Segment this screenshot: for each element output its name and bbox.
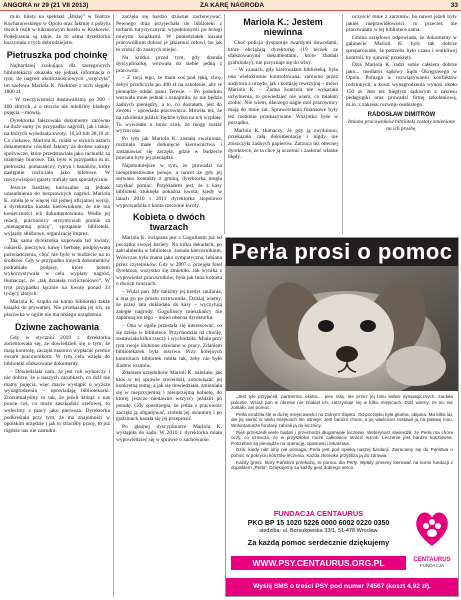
charity-advertisement (225, 237, 459, 597)
column-1 (4, 14, 110, 599)
column-divider (113, 14, 114, 597)
paragraph: Gmina urzędowo odpowiada, że dokumenty w gabinecie Marioli K. były tak dobrze spreparowane, że potrzeba było czasu i wnikliwej kontroli, by ujawnić przekręty. (346, 34, 457, 61)
foundation-address: siedziba: ul. Borsukowska 33/1, 51-478 Wrocław (259, 528, 378, 534)
paragraph: zaczęła się bardzo dziwnie zachowywać. Pewnego dnia przyjechała do biblioteki z torbami turystycznymi wypełnionymi po brzegi nowymi książkami. W poniedziałek kazała pracownikom dobrać je jakiemuś celowi, bo jak to zrobić do znanych miejsc. (116, 14, 222, 53)
paragraph: „Jest tyle przyjaciół, partnerów, ekstra… pies rasy, ale przez jej bólu ledwo sympatycznych, zaufała pokusie. Wciąż pan w okresie nie znalazł ich, zatrzymuje się w kilku miejscach. Dziś wiemy, że nic nie zostało, ani pomoc. (231, 394, 453, 411)
paragraph: – Dowiedziała nam, że jest rok wyborczy i nie dobrze, że o naszych zarobkach, co dziś nie mamy pojęcia, więc macie wystąpić o wyższe wynagrodzenia – opowiadają bibliotekarki. Zrozumiałyśmy to tak, że jeżeli którąś z nas powie coś, co może zaszkodzić szefowej, to wylecimy z pracy jako pierwsza. Dyrektorka podkreślała przy tym, że ma znajomości w opolskim urzędzie i jak to straciłby pracę, to już nigdzie nas nie zatrudni. (4, 368, 110, 434)
column-2 (116, 14, 222, 599)
paragraph: Każdy grosz, który Państwo przekażą, to pomoc dla Perły. Wpłaty prosimy kierować na konto fundacji z dopiskiem „Perła”. Dziękujemy za każdy gest dobrego serca. (231, 459, 453, 471)
paragraph: – Ona w ogóle przestała się interesować, co się dzieje w bibliotece. Przychodziła na chwilę, zostawiała kilka rzeczy i wychodziła. Miała przy tym swoje ulubione stawiane w pracy. Zdaniem bibliotekarek była mściwa. Przy kolejnych kontrolach bibliotek robiła tak, żeby nie było śladów rozmów. (116, 322, 222, 369)
editorial-note: Imiona pracowników biblioteki zostały zmienione na ich prośbę. (348, 118, 455, 132)
author-signature: RADOSŁAW DIMITROW (367, 112, 436, 119)
subheading: Mariola K.: Jestem niewinna (243, 17, 323, 37)
logo-subtitle: FUNDACJA (419, 563, 444, 568)
paragraph: – W czasach, gdy kierowałam biblioteką, była ona wielokrotnie kontrolowana, zarówno przez audytora z urzędu, jak i komisję rewizyjną – mówi Mariola K. – Żadna kontrola nie wykazała uchybienia, to powiedzieć nie wiem, co miałam zrobić. Nie wiem, dlaczego nagle moi pracownicy mają do mnie żal. Sprawozdania finansowe były też rzetelnie przekazywane. Wszystko było w porządku. (228, 67, 338, 127)
page-number: 33 (450, 2, 458, 9)
foundation-info (231, 509, 406, 547)
subheading: Pietruszka pod choinkę (6, 49, 108, 60)
paragraph: Gdy w styczniu 2010 r. dyrektorka zorientowała się, że dowiedzieli się o tym, że mają kontrolę, zaczęła masowo wypłacać premie swoim pracownikom. W tym celu wzięła do biblioteki sfałszowane dokumenty. (4, 334, 110, 367)
foundation-logo (409, 506, 455, 576)
logo-name: CENTAURUS (413, 557, 451, 563)
paragraph: Zdaniem urzędników Marioli K. należało, jak ktoś w tej sprawie stwierdził, zobowiązać jej konkretną sumę, a jak się dowiedziała, zmieniała się w nieprzyjemną i nieuprzejmą kobietę, do której jeszcze niedawno wszyscy jeździli po poradę. Gdy spostrzegła, że jedna z pracownic zaczęła ją obgadywać, zrobiła jej awanturę i po godzinach kazała się jej przeprosić. (116, 370, 222, 423)
paragraph: Jeszcze bardziej kuriozalne są jednak uzasadnienia do bezprawnych nagród. Mariola K. robiła je w więcej niż jednej oficjalnej wersji, a dyrektorka kazała kierownikom, że nie ma konieczności ich dokumentowania. Wedle jej relacji, pracownicy otrzymywali premie za „nienaganną pracę”, sprzątanie biblioteki, wyjazdy służbowe, organizację imprez. (4, 184, 110, 237)
foundation-name: FUNDACJA CENTAURUS (273, 509, 364, 518)
paragraph: – W rzeczywistości dostawaliśmy po 200 – 400 złotych, a o reszcie nie mieliśmy bladego pojęcia – mówią. (4, 96, 110, 117)
paragraph: Na krótko przed tym, gdy dostała dyscyplinarkę, wezwała do siebie jedną z pracownic. (116, 54, 222, 74)
paragraph: – Z racji tego, że mam coś pod ręką, chcę, żebyś przeliczyła po 400 zł na szkolenie, aby te pieniądze oddać panu Teresie. – Po południu wezwała mnie jednak i oznajmiła, że nie będzie żadnych pieniędzy, a to, co dostałam, jest do zwrotu – opowiada pracownica. Mówiła też, że na szkolenia jeździć będzie tylko na ich wypłatę. To wywołało u mnie szok, że mogę zostać wyrzucona. (116, 75, 222, 135)
paragraph: Choć policja dysponuje twardymi dowodami, które obciążają dyrektorkę (19 teczek ze sfałszowanymi dokumentami, które zbadali grafolodzy), nie przyznaje się do winy. (228, 40, 338, 66)
paragraph: Najbardziej szokująca dla szeregowych bibliotekarzy okazała się jednak informacja o tym, ile nagród okolicznościowych „wręczyła” im szefowa Mariola K. Niektóre z nich sięgały 1800 zł. (4, 62, 110, 96)
dog-photo (226, 266, 458, 391)
dog-illustration (226, 266, 458, 391)
paragraph: oczyścić mnie z zarzutów, bo nawet jeżeli były jakieś nieprawidłowości, to przecież nie pracowałam w tej bibliotece sama. (346, 14, 457, 34)
column-3 (228, 14, 338, 234)
paragraph: Perła urodziła się w dużej miejscowości na Dolnym Śląsku. Od początku była głodna, obijana. Ma kilka lat, ale jej sierść w wielu miejscach nie istnieje. Jest bardzo chora, a jej właściciel zostawił ją na pastwę losu. Wolontariusze fundacji zabrali ją do lecznicy. (231, 411, 453, 428)
issue-info: ANGORA nr 29 (21 VII 2013) (3, 2, 89, 9)
paragraph: Dziś, kiedy nikt inny nie pomaga, Perła jest pod opieką naszej fundacji. Zwracamy się do Państwa o pomoc w pokryciu kosztów leczenia. Każda złotówka przybliża ją do zdrowia. (231, 447, 453, 458)
column-divider (342, 14, 343, 234)
ad-title: Perła prosi o pomoc (226, 238, 458, 266)
subheading: Kobieta o dwóch twarzach (133, 212, 205, 233)
column-4 (346, 14, 457, 234)
paragraph: Dziś Mariola K. radzi sobie całkiem dobrze jako... mediator sądowy Sądu Okręgowego w Opolu. Pomaga w rozwiązywaniu konfliktów rodzinnych, a koszt wynagrodzenia wynosi około 150 zł. Jest też biegłym sądowym z zakresu pedagogiki oraz prowadzi firmę szkoleniową, m.in. z zakresu rozwoju osobistego. (346, 62, 457, 108)
paragraph: m.in. bilety na spektakl „Bliżej” w Teatrze Kochanowskiego w Opolu oraz fakturę z pobytu dwóch osób w luksusowym hotelu w Krakowie. Podejrzenia są takie, że to sama dyrektorka korzystała z tych dobrodziejstw. (4, 14, 110, 47)
paragraph: Po tym jak Mariola K. została zwolniona, rozmiała małe dotknięcie kierownictwa i zastanawiać się zaczęła, gdzie w budżecie powiatu były jej pieniądze. (116, 135, 222, 162)
paragraph: Mariola K. tłumaczy, że gdy ją zwolniono, przekazała całą dokumentację i nigdy nie zniszczyła żadnych papierów. Zarzuca też obecnej dyrektorce, że ta chce ją oczernić i zasłonić własne błędy. (228, 127, 338, 161)
bank-account: PKO BP 15 1020 5226 0000 6002 0220 0350 (247, 520, 390, 527)
foundation-website-link[interactable]: WWW.PSY.CENTAURUS.ORG.PL (231, 556, 406, 570)
paragraph: Dyrektorka fałszowała dokumenty zarówno na duże sumy (w przypadku nagród), jak i takie, na których wyłudzała kwoty: 16,50 lub 28,10 zł. Co ciekawe, Mariola K. miała w swoich aktach dokumentów również faktury za drobne zakupy spożywcze, które przedstawiała jako rachunki za materiały biurowe. Tak było w przypadku m.in. pietruszki, pomarańczy, cytryn i bananów, które następnie rozliczała jako biletowe. W rzeczywistości gazety trafiały tam sporadycznie. (4, 117, 110, 184)
page-header (0, 0, 461, 11)
thank-you-line: Za każdą pomoc serdecznie dziękujemy (247, 538, 390, 547)
section-title: ZA KARĘ NAGRODA (200, 2, 265, 9)
column-divider (224, 14, 225, 234)
paragraph: Najsmutniejsze w tym, że prowadzi na nieoprotestowane pensje, a nawet że gdy jej zerwano kontakty z gminą, dyrektorka mogła uzyskać pomoc. Przykładem jest, że z kasy biblioteki zniknęła pokaźna kwota, kiedy w latach 2010 i 2011 dyrektorka stopniowo wyprowadziła z konta rzeczone kwoty. (116, 163, 222, 209)
paragraph: Po głośnej dyscyplinarce Mariola K. wystąpiła do sądu. W 2010 r. dyrektorka miała wypowiedzieć się w sprawie o zachowanie. (116, 423, 222, 444)
paragraph: Tak sama dyrektorka kupowała też kwiaty, cukierki, pieczywo, kawę i herbatę, podpisywała poświadczenia, choć nie było w budżecie na to środków. Gdy w przypadku innych dokumentów podrabiała podpisy, które potem wykorzystywała w celu wypłaty nagród, tłumacząc, że „tak działała rozliczeniowo”. W tym przypadku łącznie na kwotę ponad 33 tysięcy złotych. (4, 238, 110, 298)
heart-paw-icon (412, 506, 452, 550)
sms-donation-banner: Wyślij SMS o treści PSY pod numer 74567 (koszt 4,92 zł). (226, 578, 458, 596)
subheading: Dziwne zachowania (14, 321, 100, 332)
paragraph: Pies przeszedł wiele badań i przechodzi długotrwałe leczenie. Weterynarz stwierdził, że Perła ma chore oczy, co oznacza, że w przyszłości może całkowicie stracić wzrok. Leczenie jest bardzo kosztowne. Potrzebne są pieniądze na operację, opatrunki i lekarstwa. (231, 429, 453, 446)
paragraph: – Widzi pan. My daliśmy jej kredyt zaufania, a ona go po prostu roztrwoniła. Dzisiaj wiemy, że przez lata dokładała do kasy – wyczytują zaległe nagrody. Gogolińscy mieszkańcy nie zapomną im tego – mówi obecna dyrektorka. (116, 288, 222, 322)
paragraph: Mariola K. związana jest z Gogolinem już od początku swojej kariery. Na kilku dekadach, po zatrudnieniu w bibliotece, została kierownikiem. Wówczas była znana jako sympatyczna, lubiana przez czytelników. Gdy w 2007 r. przejęła fotel dyrektora, wszystko się zmieniło. Jak wynika z wypowiedzi pracowników, była jak inna kobieta o dwóch twarzach. (116, 235, 222, 288)
ad-story (231, 394, 453, 472)
paragraph: Mariola K. kupiła na konto biblioteki także książki do prywatnej. Nie przekazała jej ich, ze placówka w ogóle nie ma takiego urządzenia. (4, 298, 110, 318)
